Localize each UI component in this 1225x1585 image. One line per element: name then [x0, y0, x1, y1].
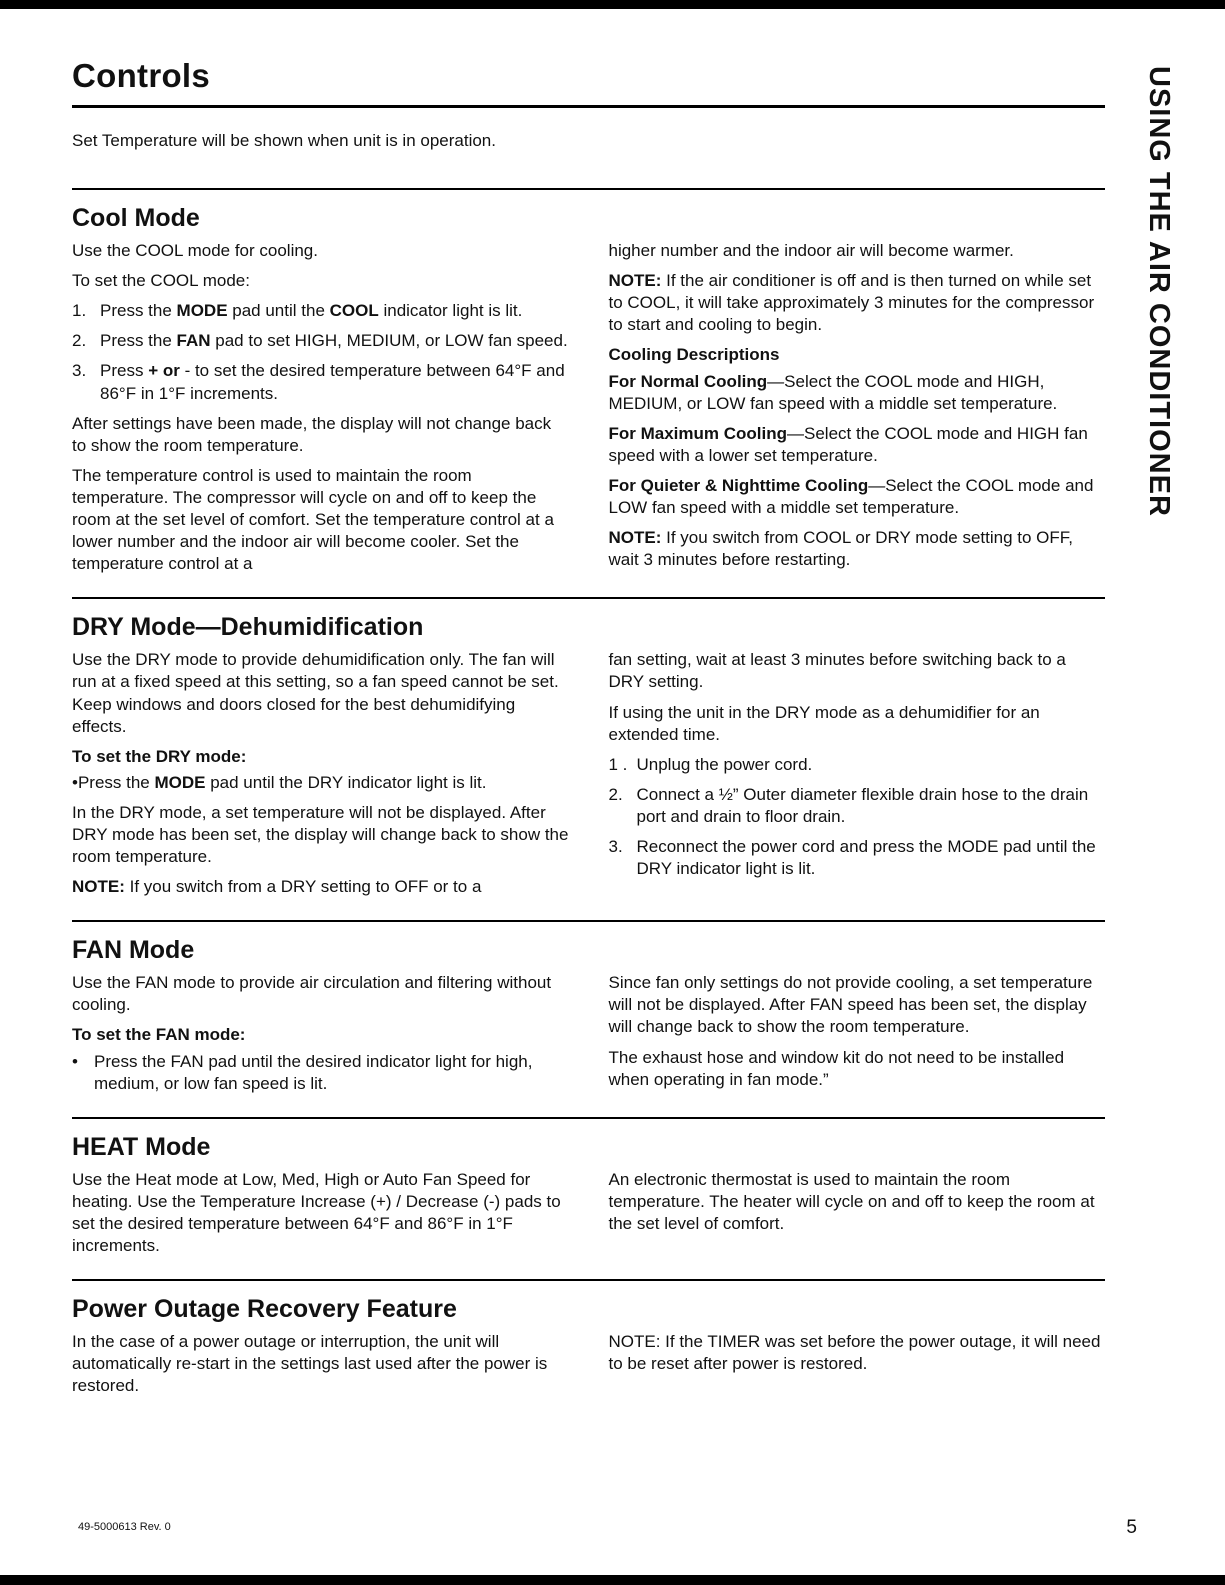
paragraph: higher number and the indoor air will become warmer.	[608, 241, 1014, 261]
section-heading: Power Outage Recovery Feature	[72, 1295, 457, 1324]
sub-heading: Cooling Descriptions	[608, 345, 780, 365]
page-title: Controls	[72, 57, 211, 94]
paragraph: •Press the MODE pad until the DRY indicator light is lit.	[72, 772, 487, 792]
section-divider	[72, 920, 1105, 922]
right-column	[609, 972, 1106, 1102]
paragraph: An electronic thermostat is used to maintain the room temperature. The heater will cycle on and off to keep the room at the set level of comfort.	[608, 1169, 1095, 1233]
section-divider	[72, 188, 1105, 190]
left-column	[72, 972, 569, 1102]
list-text: Press the FAN pad until the desired indicator light for high, medium, or low fan speed is lit.	[94, 1051, 533, 1093]
list-number: 1 .	[608, 754, 628, 774]
list-item	[72, 330, 569, 352]
paragraph: To set the COOL mode:	[72, 271, 250, 291]
paragraph: NOTE: If the air conditioner is off and is then turned on while set to COOL, it will take approximately 3 minutes for the compressor to start and cooling to begin.	[608, 271, 1095, 335]
section-cool-mode	[72, 204, 1105, 583]
list-item	[609, 784, 1106, 828]
right-column	[609, 240, 1106, 583]
left-column	[72, 1169, 569, 1265]
paragraph: NOTE: If the TIMER was set before the power outage, it will need to be reset after power is restored.	[608, 1332, 1101, 1374]
list-item	[72, 360, 569, 404]
list-number: 2.	[72, 331, 87, 351]
sub-heading: To set the DRY mode:	[72, 746, 247, 766]
paragraph: After settings have been made, the display will not change back to show the room temperature.	[72, 413, 552, 455]
list-text: Reconnect the power cord and press the MODE pad until the DRY indicator light is lit.	[636, 836, 1096, 879]
section-divider	[72, 1279, 1105, 1281]
section-fan-mode	[72, 936, 1105, 1102]
list-item	[72, 1051, 569, 1095]
list-number: 3.	[72, 361, 87, 381]
intro-text: Set Temperature will be shown when unit is in operation.	[72, 131, 496, 150]
paragraph: If using the unit in the DRY mode as a dehumidifier for an extended time.	[608, 702, 1040, 744]
left-column	[72, 1331, 569, 1405]
document-number: 49-5000613 Rev. 0	[78, 1521, 171, 1533]
paragraph: Use the DRY mode to provide dehumidification only. The fan will run at a fixed speed at this setting, so a fan speed cannot be set. Keep windows and doors closed for the best dehumidifying effects.	[72, 650, 559, 736]
section-heading: DRY Mode—Dehumidification	[72, 613, 424, 642]
section-divider	[72, 597, 1105, 599]
paragraph: NOTE: If you switch from a DRY setting to OFF or to a	[72, 877, 482, 897]
list-text: Unplug the power cord.	[636, 754, 813, 774]
paragraph: Use the COOL mode for cooling.	[72, 241, 318, 261]
list-item	[609, 836, 1106, 880]
list-text: Connect a ½” Outer diameter flexible drain hose to the drain port and drain to floor drain.	[636, 784, 1089, 826]
paragraph: For Maximum Cooling—Select the COOL mode and HIGH fan speed with a lower set temperature.	[608, 423, 1088, 465]
section-heading: FAN Mode	[72, 936, 195, 965]
section-heat-mode	[72, 1133, 1105, 1265]
left-column	[72, 240, 569, 583]
section-divider	[72, 1117, 1105, 1119]
paragraph: The temperature control is used to maintain the room temperature. The compressor will cycle on and off to keep the room at the set level of comfort. Set the temperature control at a lower number and the indoor air will become cooler. Set the temperature control at a	[72, 465, 554, 574]
right-column	[609, 1331, 1106, 1405]
list-number: 2.	[608, 784, 623, 804]
section-dry-mode	[72, 613, 1105, 906]
bottom-black-bar	[0, 1575, 1225, 1585]
paragraph: For Quieter & Nighttime Cooling—Select the COOL mode and LOW fan speed with a middle set temperature.	[608, 475, 1094, 518]
paragraph: The exhaust hose and window kit do not need to be installed when operating in fan mode.”	[608, 1047, 1065, 1089]
section-power-outage	[72, 1295, 1105, 1405]
page-number: 5	[1126, 1517, 1137, 1538]
title-rule	[72, 105, 1105, 108]
right-column	[609, 649, 1106, 906]
top-black-bar	[0, 0, 1225, 9]
left-column	[72, 649, 569, 906]
section-heading: HEAT Mode	[72, 1132, 211, 1161]
section-heading: Cool Mode	[72, 204, 200, 233]
list-item	[609, 754, 1106, 776]
list-number: 1.	[72, 301, 87, 321]
paragraph: For Normal Cooling—Select the COOL mode and HIGH, MEDIUM, or LOW fan speed with a middle set temperature.	[608, 371, 1058, 413]
list-item	[72, 300, 569, 322]
list-text: Press the MODE pad until the COOL indicator light is lit.	[100, 301, 523, 321]
paragraph: Use the FAN mode to provide air circulation and filtering without cooling.	[72, 973, 552, 1015]
right-column	[609, 1169, 1106, 1265]
paragraph: In the case of a power outage or interruption, the unit will automatically re-start in the settings last used after the power is restored.	[72, 1332, 548, 1396]
paragraph: In the DRY mode, a set temperature will not be displayed. After DRY mode has been set, the display will change back to show the room temperature.	[72, 802, 569, 867]
list-text: Press the FAN pad to set HIGH, MEDIUM, or LOW fan speed.	[100, 331, 568, 351]
list-text: Press + or - to set the desired temperature between 64°F and 86°F in 1°F increments.	[100, 361, 565, 403]
paragraph: NOTE: If you switch from COOL or DRY mode setting to OFF, wait 3 minutes before restarting.	[608, 528, 1073, 570]
paragraph: fan setting, wait at least 3 minutes before switching back to a DRY setting.	[608, 650, 1066, 692]
page-content	[72, 9, 1105, 1405]
bullet-marker: •	[72, 1051, 78, 1071]
paragraph: Since fan only settings do not provide cooling, a set temperature will not be displayed. After FAN speed has been set, the display will change back to show the room temperature.	[608, 973, 1093, 1037]
chapter-sidebar-label: USING THE AIR CONDITIONER	[1143, 66, 1175, 517]
list-number: 3.	[608, 836, 623, 856]
sub-heading: To set the FAN mode:	[72, 1025, 246, 1045]
paragraph: Use the Heat mode at Low, Med, High or Auto Fan Speed for heating. Use the Temperature Increase (+) / Decrease (-) pads to set the desired temperature between 64°F and 86°F in 1°F increments.	[72, 1169, 561, 1255]
